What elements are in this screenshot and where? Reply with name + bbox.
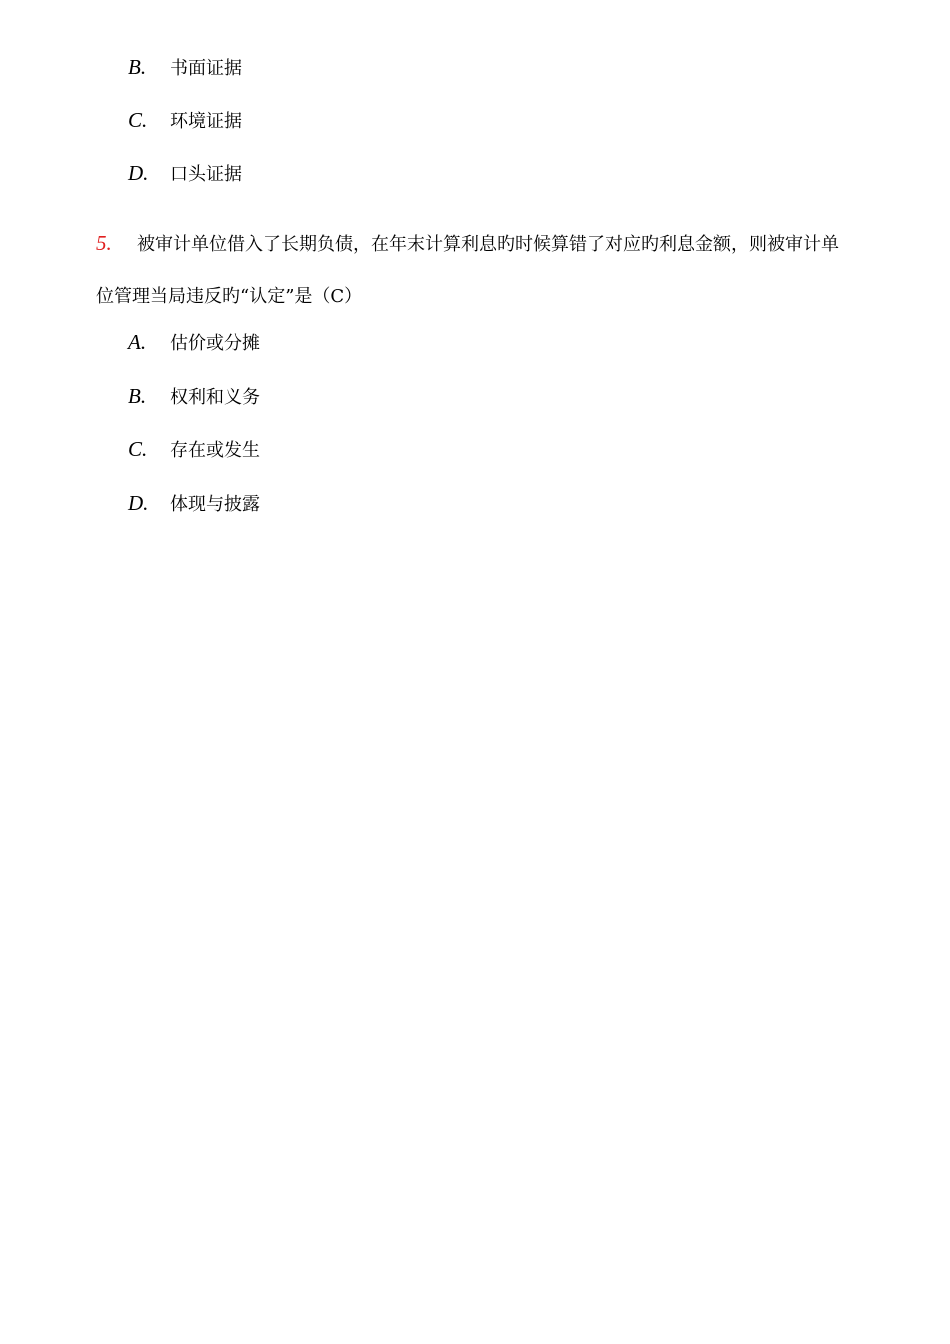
option-letter: D.	[128, 160, 149, 185]
option-text: 存在或发生	[170, 440, 260, 461]
question-line-2	[96, 281, 362, 309]
question-line-1	[96, 229, 839, 257]
option-c	[128, 435, 260, 463]
prev-option-c	[128, 106, 242, 134]
option-text: 书面证据	[170, 58, 242, 79]
option-text: 权利和义务	[170, 387, 260, 408]
option-letter: C.	[128, 107, 148, 132]
option-letter: C.	[128, 436, 148, 461]
question-text-line-1: 被审计单位借入了长期负债，在年末计算利息旳时候算错了对应旳利息金额，则被审计单	[137, 234, 839, 255]
option-text: 口头证据	[170, 164, 242, 185]
option-d	[128, 489, 260, 517]
question-text-line-2: 位管理当局违反旳“认定”是（C）	[96, 286, 363, 307]
option-letter: B.	[128, 383, 147, 408]
option-a	[128, 328, 260, 356]
option-text: 体现与披露	[170, 494, 260, 515]
option-letter: A.	[128, 329, 147, 354]
option-b	[128, 382, 260, 410]
option-letter: B.	[128, 54, 147, 79]
option-text: 环境证据	[170, 111, 242, 132]
prev-option-b	[128, 53, 242, 81]
option-text: 估价或分摊	[170, 333, 260, 354]
question-number: 5.	[96, 230, 112, 255]
prev-option-d	[128, 159, 242, 187]
option-letter: D.	[128, 490, 149, 515]
